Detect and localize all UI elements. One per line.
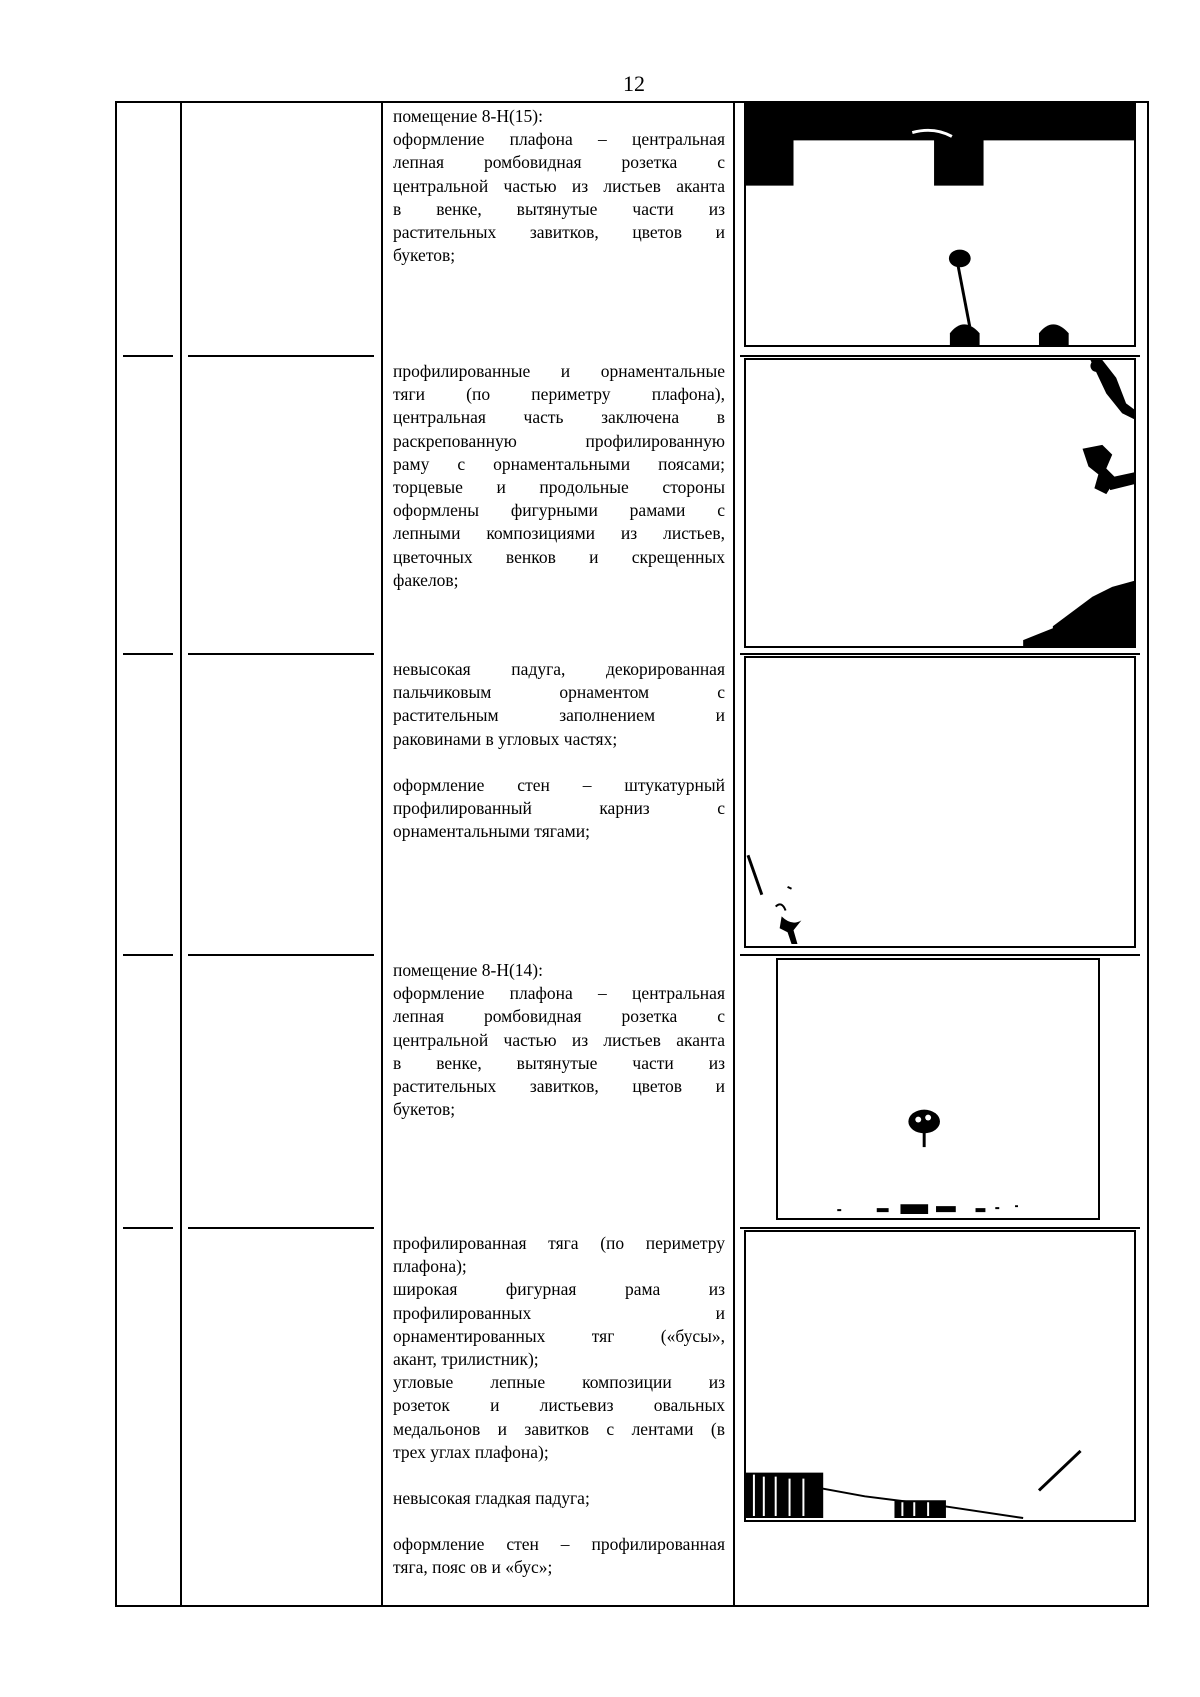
- text-line: лепная ромбовидная розетка с: [393, 1006, 725, 1027]
- text-line: лепными композициями из листьев,: [393, 523, 725, 544]
- text-line: акант, трилистник);: [393, 1349, 539, 1370]
- column-divider-2: [381, 101, 383, 1607]
- text-line: профилированных и: [393, 1302, 725, 1323]
- text-line: растительных завитков, цветов и: [393, 222, 725, 243]
- text-line: лепная ромбовидная розетка с: [393, 152, 725, 173]
- text-line: невысокая падуга, декорированная: [393, 659, 725, 679]
- text-line: центральной частью из листьев аканта: [393, 175, 725, 196]
- row-5-description: [393, 1232, 725, 1580]
- text-line: цветочных венков и скрещенных: [393, 546, 725, 567]
- text-line: пальчиковым орнаментом с: [393, 682, 725, 703]
- text-line: раковинами в угловых частях;: [393, 728, 618, 749]
- text-line: в венке, вытянутые части из: [393, 1052, 725, 1073]
- text-line: орнаментированных тяг («бусы»,: [393, 1325, 725, 1346]
- row-4-photo: [776, 958, 1100, 1220]
- text-line: трех углах плафона);: [393, 1441, 549, 1462]
- row-5-photo: [744, 1230, 1136, 1522]
- ceiling-frame-photo-image: [746, 360, 1134, 646]
- text-line: центральной частью из листьев аканта: [393, 1029, 725, 1050]
- text-line: невысокая гладкая падуга;: [393, 1488, 590, 1509]
- row-1-description: [393, 105, 725, 267]
- row-3-photo: [744, 656, 1136, 948]
- row-3-description: [393, 658, 725, 843]
- text-line: букетов;: [393, 1099, 456, 1120]
- text-line: раму с орнаментальными поясами;: [393, 453, 725, 474]
- text-line: помещение 8-Н(14):: [393, 960, 543, 980]
- text-line: растительным заполнением и: [393, 705, 725, 726]
- text-line: профилированная тяга (по периметру: [393, 1233, 725, 1253]
- ceiling-corner-photo-image: [746, 1232, 1134, 1520]
- text-line: торцевые и продольные стороны: [393, 477, 725, 498]
- ceiling-rosette-photo-image: [778, 960, 1098, 1218]
- ceiling-photo-image: [746, 105, 1134, 345]
- text-line: тяга, пояс ов и «бус»;: [393, 1557, 553, 1578]
- text-line: растительных завитков, цветов и: [393, 1076, 725, 1097]
- row-2-photo: [744, 358, 1136, 648]
- text-line: оформлены фигурными рамами с: [393, 500, 725, 521]
- text-line: розеток и листьевиз овальных: [393, 1395, 725, 1416]
- text-line: раскрепованную профилированную: [393, 430, 725, 451]
- text-line: орнаментальными тягами;: [393, 821, 590, 842]
- row-1-photo: [744, 103, 1136, 347]
- text-line: оформление стен – профилированная: [393, 1534, 725, 1555]
- text-line: профилированные и орнаментальные: [393, 361, 725, 381]
- text-line: оформление плафона – центральная: [393, 129, 725, 150]
- row-2-description: [393, 360, 725, 592]
- text-line: факелов;: [393, 569, 459, 590]
- column-divider-1: [180, 101, 182, 1607]
- text-line: оформление стен – штукатурный: [393, 774, 725, 795]
- row-4-description: [393, 959, 725, 1121]
- text-line: угловые лепные композиции из: [393, 1372, 725, 1393]
- text-line: оформление плафона – центральная: [393, 983, 725, 1004]
- wall-cornice-photo-image: [746, 658, 1134, 946]
- text-line: центральная часть заключена в: [393, 407, 725, 428]
- text-line: профилированный карниз с: [393, 798, 725, 819]
- text-line: медальонов и завитков с лентами (в: [393, 1418, 725, 1439]
- text-line: помещение 8-Н(15):: [393, 106, 543, 126]
- text-line: тяги (по периметру плафона),: [393, 384, 725, 405]
- text-line: в венке, вытянутые части из: [393, 198, 725, 219]
- page-number: 12: [623, 71, 645, 96]
- text-line: широкая фигурная рама из: [393, 1279, 725, 1300]
- text-line: букетов;: [393, 245, 456, 266]
- column-divider-3: [733, 101, 735, 1607]
- text-line: плафона);: [393, 1256, 467, 1277]
